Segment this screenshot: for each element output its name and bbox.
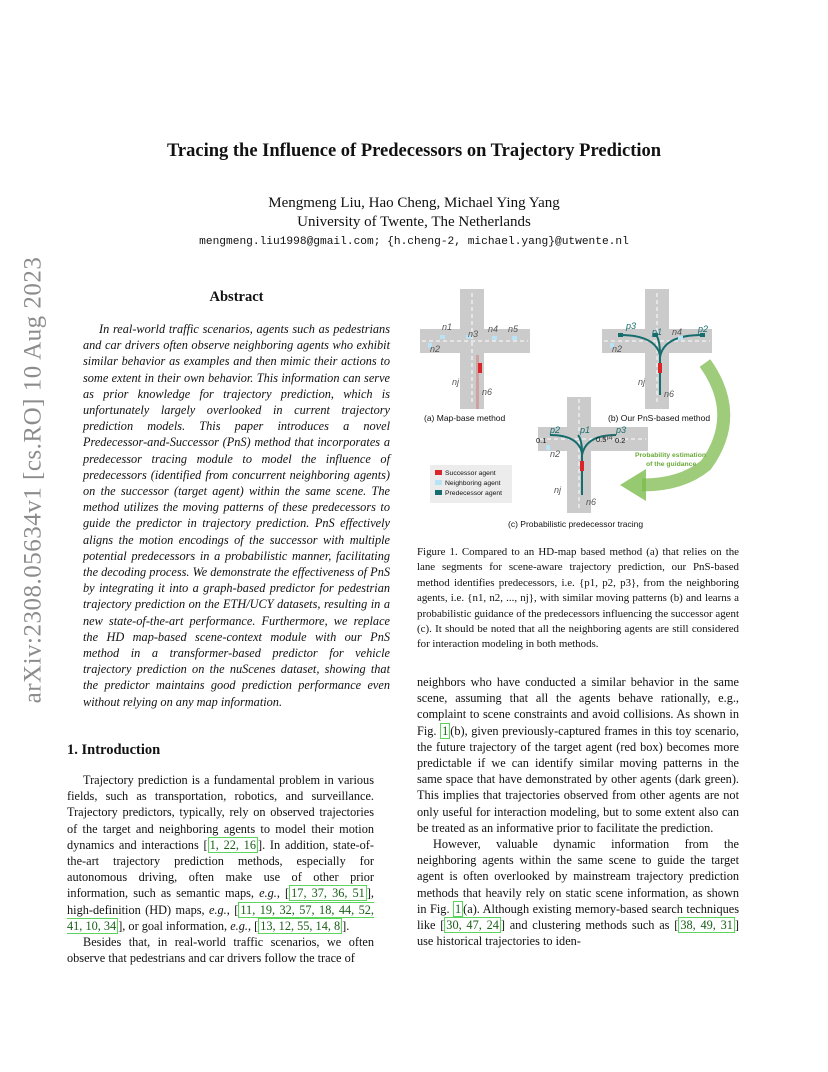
figure-ref-link[interactable]: 1: [442, 723, 449, 738]
probability-value: 0.1: [536, 436, 547, 445]
agent-label: n2: [550, 449, 561, 459]
introduction-heading: 1. Introduction: [67, 742, 161, 758]
emails: mengmeng.liu1998@gmail.com; {h.cheng-2, michael.yang}@utwente.nl: [199, 236, 629, 248]
agent-label: n6: [586, 497, 597, 507]
agent-label: n6: [482, 387, 493, 397]
panel-c-label: (c) Probabilistic predecessor tracing: [508, 519, 644, 529]
figure-caption: Figure 1. Compared to an HD-map based method (a) that relies on the lane segments for scene-aware trajectory prediction, our PnS-based method identifies predecessors, i.e. {p1, p2, p3}, from the neighboring agents, i.e. {n1, n2, ..., nj}, with similar moving patterns (b) and learns a probabilistic guidance of the predecessors influencing the successor agent (c). It should be noted that all the neighboring agents are still considered for interaction modeling in both methods.: [417, 546, 739, 651]
guidance-label-1: Probability estimation: [635, 452, 707, 459]
abstract-heading: Abstract: [209, 289, 264, 305]
panel-a-label: (a) Map-base method: [424, 413, 506, 423]
introduction-body: [67, 772, 374, 966]
agent-label: p2: [698, 324, 709, 334]
affiliation: University of Twente, The Netherlands: [297, 214, 531, 230]
right-column-body: [417, 674, 739, 949]
agent-label: nj: [554, 485, 562, 495]
figure-ref-link[interactable]: 1: [454, 901, 462, 916]
intro-paragraph-2: Besides that, in real-world traffic scenarios, we often observe that pedestrians and car drivers follow the trace of: [67, 935, 374, 966]
legend-neighboring: Neighboring agent: [445, 480, 501, 487]
agent-label: n5: [508, 324, 519, 334]
agent-label: n6: [664, 389, 675, 399]
agent-label: n4: [604, 433, 613, 442]
citation-link[interactable]: 30, 47, 24: [446, 918, 499, 933]
agent-label: nj: [452, 377, 460, 387]
abstract-text: In real-world traffic scenarios, agents such as pedestrians and car drivers often observe neighboring agents who exhibit similar behavior as examples and then mimic their actions to some extent in their own behavior. This information can serve as prior knowledge for trajectory prediction, which is unfortunately largely overlooked in current trajectory prediction models. This paper introduces a novel Predecessor-and-Successor (PnS) method that incorporates a predecessor tracing module to model the influence of predecessors (identified from concurrent neighboring agents) on the successor (target agent) within the same scene. The method utilizes the moving patterns of these predecessors to guide the predictor in trajectory prediction. PnS effectively aligns the motion encodings of the successor with multiple potential predecessors in a probabilistic manner, facilitating the decoding process. We demonstrate the effectiveness of PnS by integrating it into a graph-based predictor for pedestrian trajectory prediction on the ETH/UCY datasets, resulting in a new state-of-the-art performance. Furthermore, we replace the HD map-based scene-context module with our PnS method in a transformer-based predictor for vehicle trajectory prediction on the nuScenes dataset, showing that the predictor maintains good prediction performance even without relying on any map information.: [83, 322, 390, 709]
agent-label: p3: [616, 425, 627, 435]
guidance-label-2: of the guidance: [646, 461, 697, 468]
panel-b-intersection: [602, 289, 712, 423]
agent-label: p3: [626, 321, 637, 331]
panel-a-intersection: [420, 289, 530, 423]
agent-label: n4: [488, 324, 499, 334]
agent-label: n2: [612, 344, 623, 354]
panel-b-label: (b) Our PnS-based method: [608, 413, 711, 423]
probability-value: 0.5: [596, 435, 607, 444]
figure-1: [420, 285, 740, 535]
authors: Mengmeng Liu, Hao Cheng, Michael Ying Yang: [268, 195, 560, 211]
agent-label: n1: [442, 322, 453, 332]
intro-paragraph-1: Trajectory prediction is a fundamental problem in various fields, such as transportation, robotics, and surveillance. Trajectory predictors, typically, rely on observed trajectories of the target and neighboring agents to model their motion dynamics and interactions [ 1, 22, 16 ]. In addition, state-of-the-art trajectory prediction methods, especially for autonomous driving, often make use of other prior information, such as semantic maps, e.g., [ 17, 37, 36, 51 ], high-definition (HD) maps, e.g., [ 11, 19, 32, 57, 18, 44, 52, 41, 10, 34 ], or goal information, e.g., [ 13, 12, 55, 14, 8 ].: [67, 773, 374, 933]
citation-link[interactable]: 1, 22, 16: [209, 837, 256, 852]
right-paragraph-2: However, valuable dynamic information from the neighboring agents within the same scene to guide the target agent is often overlooked by mainstream trajectory prediction methods that heavily rely on static scene information, as shown in Fig. 1 (a). Although existing memory-based search techniques like [ 30, 47, 24 ] and clustering methods such as [ 38, 49, 31 ] use historical trajectories to iden-: [417, 837, 739, 949]
agent-label: p1: [580, 425, 591, 435]
citation-link[interactable]: 17, 37, 36, 51: [291, 886, 365, 901]
citation-link[interactable]: 13, 12, 55, 14, 8: [260, 918, 341, 933]
agent-label: p2: [550, 425, 561, 435]
agent-label: n3: [468, 329, 479, 339]
abstract-body: [83, 321, 390, 710]
agent-label: n2: [430, 344, 441, 354]
right-paragraph-1: neighbors who have conducted a similar behavior in the same scene, assuming that all the agents behave rationally, e.g., complaint to scene constraints and avoid collisions. As shown in Fig. 1 (b), given previously-captured frames in this toy scenario, the future trajectory of the target agent (red box) becomes more predictable if we can identify similar moving patterns in the same space that have demonstrated by other agents (dark green). This implies that trajectories observed from other agents are not only useful for interaction modeling, but to some extent also can be treated as an informative prior to facilitate the prediction.: [417, 675, 739, 835]
citation-link[interactable]: 38, 49, 31: [680, 918, 733, 933]
arxiv-identifier: arXiv:2308.05634v1 [cs.RO] 10 Aug 2023: [19, 256, 46, 704]
legend-successor: Successor agent: [445, 470, 496, 477]
agent-label: p1: [652, 327, 663, 337]
citation-link[interactable]: 11, 19, 32, 57, 18, 44, 52, 41, 10, 34: [67, 902, 374, 933]
agent-label: nj: [638, 377, 646, 387]
probability-value: 0.2: [615, 436, 626, 445]
figure-legend: [430, 465, 512, 503]
legend-predecessor: Predecessor agent: [445, 490, 503, 497]
paper-title: Tracing the Influence of Predecessors on Trajectory Prediction: [166, 141, 662, 161]
agent-label: n4: [672, 327, 683, 337]
